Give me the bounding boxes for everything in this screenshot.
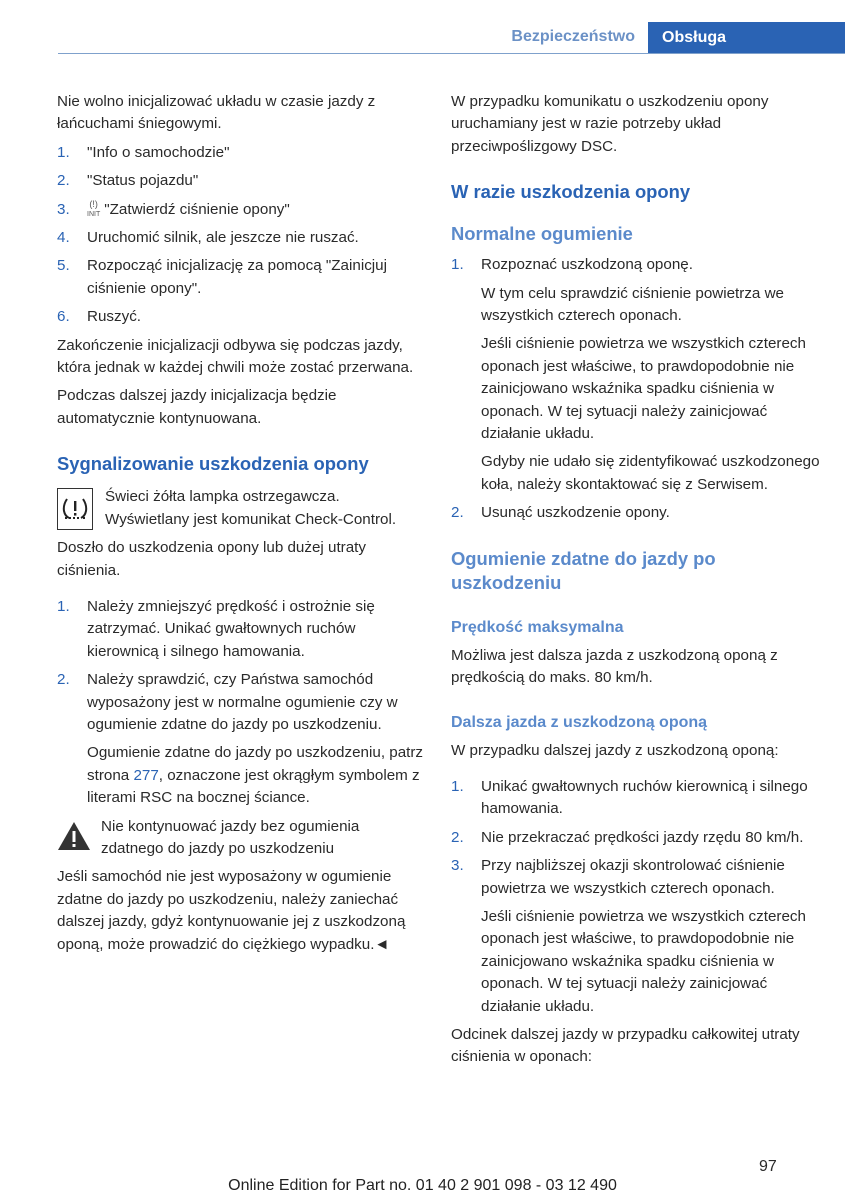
list-item — [57, 227, 425, 249]
header-category: Bezpieczeństwo — [511, 28, 635, 45]
list-item — [57, 142, 425, 164]
damage-text: Doszło do uszkodzenia opony lub dużej utraty ciśnienia. — [57, 539, 367, 579]
rsc-text-a: Ogumienie zdatne do jazdy po uszkodzeniu, patrz strona — [87, 744, 424, 784]
step-number: 2. — [57, 671, 70, 689]
list-item — [451, 502, 823, 524]
step-number: 3. — [451, 857, 464, 875]
tire-pressure-warning-icon — [57, 488, 93, 530]
step-subtext: Gdyby nie udało się zidentyfikować uszkodzonego koła, należy skontaktować się z Serwisem. — [481, 453, 820, 493]
page-link-277[interactable]: 277 — [133, 766, 159, 784]
lamp-notice-text: Świeci żółta lampka ostrzegawcza. Wyświetlany jest komunikat Check-Control. — [105, 488, 397, 528]
step-subtext: Jeśli ciśnienie powietrza we wszystkich czterech oponach jest właściwe, to prawdopodobnie nie zainicjowano wskaźnika spadku ciśnienia w oponach. W tej sytuacji należy zainicjować działanie układu. — [481, 335, 806, 443]
step-text: Należy sprawdzić, czy Państwa samochód wyposażony jest w normalne ogumienie czy w ogumienie zdatne do jazdy po uszkodzeniu. — [87, 671, 398, 733]
list-item — [57, 255, 425, 300]
list-item — [57, 170, 425, 192]
init-steps-list — [57, 142, 425, 329]
init-end-text: Zakończenie inicjalizacji odbywa się podczas jazdy, która jednak w każdej chwili może zostać przerwana. — [57, 336, 414, 377]
subheading-further-driving: Dalsza jazda z uszkodzoną oponą — [451, 713, 708, 731]
left-column — [57, 91, 425, 962]
step-text: Nie przekraczać prędkości jazdy rzędu 80 km/h. — [481, 828, 804, 846]
page-number: 97 — [759, 1158, 777, 1175]
step-text: Rozpocząć inicjalizację za pomocą "Zainicjuj ciśnienie opony". — [87, 257, 387, 297]
list-item — [57, 596, 425, 663]
max-speed-text: Możliwa jest dalsza jazda z uszkodzoną oponą z prędkością do maks. 80 km/h. — [451, 646, 778, 687]
section-heading-signalling: Sygnalizowanie uszkodzenia opony — [57, 453, 369, 475]
rsc-reference-text — [87, 742, 425, 809]
lamp-notice — [57, 486, 425, 531]
list-item — [57, 306, 425, 328]
init-warning-text: Nie wolno inicjalizować układu w czasie jazdy z łańcuchami śniegowymi. — [57, 93, 376, 133]
damage-steps-list — [57, 596, 425, 810]
right-column — [451, 91, 823, 1075]
list-item — [451, 855, 823, 1018]
warning-body: Jeśli samochód nie jest wyposażony w ogumienie zdatne do jazdy po uszkodzeniu, należy zaniechać dalszej jazdy, gdyż kontynuowanie jej z uszkodzoną oponą, może prowadzić do ciężkiego wypadku.◄ — [57, 868, 406, 953]
subheading-normal-tires: Normalne ogumienie — [451, 223, 633, 245]
step-text: "Info o samochodzie" — [87, 143, 230, 161]
step-number: 2. — [451, 828, 464, 846]
list-item — [57, 199, 425, 221]
section-heading-damage: W razie uszkodzenia opony — [451, 181, 691, 203]
step-text: Ruszyć. — [87, 308, 142, 326]
step-number: 1. — [451, 777, 464, 795]
header-divider — [58, 53, 845, 54]
step-number: 4. — [57, 229, 70, 247]
step-text: Unikać gwałtownych ruchów kierownicą i silnego hamowania. — [481, 777, 808, 818]
further-driving-text: W przypadku dalszej jazdy z uszkodzoną oponą: — [451, 741, 779, 759]
step-number: 2. — [57, 172, 70, 190]
icon-label-bottom: INIT — [87, 211, 101, 219]
step-text: Przy najbliższej okazji skontrolować ciśnienie powietrza we wszystkich czterech oponach. — [481, 857, 785, 897]
header-tab-obsluga[interactable]: Obsługa — [648, 22, 845, 54]
list-item — [451, 827, 823, 849]
distance-text: Odcinek dalszej jazdy w przypadku całkowitej utraty ciśnienia w oponach: — [451, 1025, 800, 1066]
step-text: "Status pojazdu" — [87, 172, 199, 190]
list-item — [451, 776, 823, 821]
step-number: 6. — [57, 308, 70, 326]
tire-pressure-init-icon — [87, 200, 100, 219]
warning-title: Nie kontynuować jazdy bez ogumienia zdatnego do jazdy po uszkodzeniu — [101, 817, 360, 857]
step-text: Usunąć uszkodzenie opony. — [481, 504, 670, 522]
step-subtext: W tym celu sprawdzić ciśnienie powietrza we wszystkich czterech oponach. — [481, 284, 785, 325]
list-item — [57, 669, 425, 809]
step-number: 2. — [451, 504, 464, 522]
icon-label-top: (!) — [89, 199, 98, 210]
step-subtext: Jeśli ciśnienie powietrza we wszystkich czterech oponach jest właściwe, to prawdopodobnie nie zainicjowano wskaźnika spadku ciśnienia w oponach. W tej sytuacji należy zainicjować działanie układu. — [481, 907, 806, 1015]
step-number: 1. — [451, 256, 464, 274]
normal-steps-list — [451, 254, 823, 524]
step-text: Rozpoznać uszkodzoną oponę. — [481, 256, 693, 274]
subheading-run-flat: Ogumienie zdatne do jazdy po uszkodzeniu — [451, 547, 716, 593]
step-number: 1. — [57, 143, 70, 161]
subheading-max-speed: Prędkość maksymalna — [451, 618, 624, 636]
step-text: Uruchomić silnik, ale jeszcze nie ruszać. — [87, 229, 359, 247]
step-number: 3. — [57, 200, 70, 218]
warning-triangle-icon — [57, 820, 91, 852]
step-text: "Zatwierdź ciśnienie opony" — [104, 200, 290, 218]
tire-pressure-warning-glyph — [61, 497, 89, 521]
step-number: 5. — [57, 257, 70, 275]
step-number: 1. — [57, 597, 70, 615]
init-continue-text: Podczas dalszej jazdy inicjalizacja będzie automatycznie kontynuowana. — [57, 387, 337, 427]
list-item — [451, 254, 823, 496]
edition-footer: Online Edition for Part no. 01 40 2 901 098 - 03 12 490 — [228, 1177, 617, 1194]
warning-notice — [57, 816, 425, 861]
dsc-text: W przypadku komunikatu o uszkodzeniu opony uruchamiany jest w razie potrzeby układ przeciwpoślizgowy DSC. — [451, 93, 769, 155]
further-steps-list — [451, 776, 823, 1018]
rsc-text-b: , oznaczone jest okrągłym symbolem z literami RSC na bocznej ściance. — [87, 766, 420, 807]
step-text: Należy zmniejszyć prędkość i ostrożnie się zatrzymać. Unikać gwałtownych ruchów kierownicą i silnego hamowania. — [87, 597, 375, 660]
